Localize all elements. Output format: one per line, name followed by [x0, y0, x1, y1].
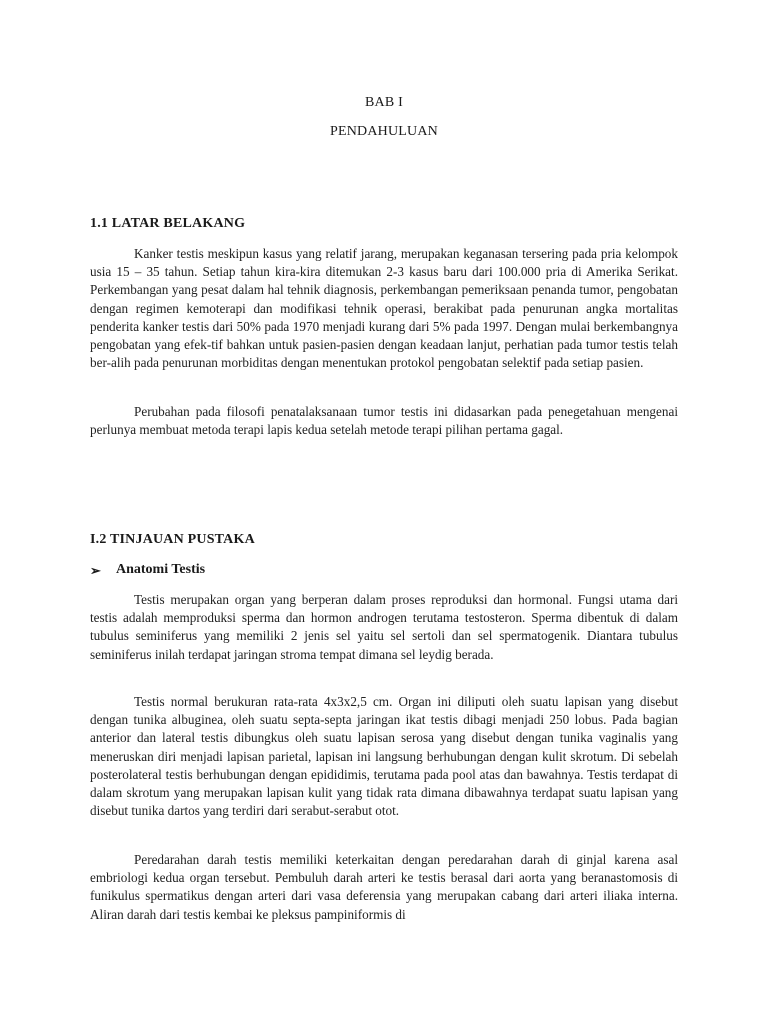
arrow-bullet-icon: ➢: [90, 562, 101, 578]
paragraph: Peredarahan darah testis memiliki keterkaitan dengan peredarahan darah di ginjal karena asal embriologi kedua organ tersebut. Pembuluh darah arteri ke testis berasal dari aorta yang beranastomosis di funikulus spermatikus dengan arteri dari vasa deferensia yang merupakan cabang dari arteri iliaka interna. Aliran darah dari testis kembai ke pleksus pampiniformis di: [90, 852, 678, 922]
document-page: [90, 0, 678, 1024]
section-heading-latar-belakang: 1.1 LATAR BELAKANG: [90, 216, 246, 231]
section-heading-tinjauan-pustaka: I.2 TINJAUAN PUSTAKA: [90, 532, 255, 547]
sub-heading-anatomi-testis: [90, 562, 205, 578]
paragraph: Kanker testis meskipun kasus yang relatif jarang, merupakan keganasan tersering pada pria kelompok usia 15 – 35 tahun. Setiap tahun kira-kira ditemukan 2-3 kasus baru dari 100.000 pria di Amerika Serikat. Perkembangan yang pesat dalam hal tehnik diagnosis, perkembangan pemeriksaan penanda tumor, pengobatan dengan regimen kemoterapi dan modifikasi tehnik operasi, berakibat pada penurunan angka mortalitas penderita kanker testis dari 50% pada 1970 menjadi kurang dari 5% pada 1997. Dengan mulai berkembangnya pengobatan yang efek-tif bahkan untuk pasien-pasien dengan keadaan lanjut, perhatian pada tumor testis telah ber-alih pada penurunan morbiditas dengan menentukan protokol pengobatan selektif pada setiap pasien.: [90, 246, 678, 371]
paragraph: Testis normal berukuran rata-rata 4x3x2,5 cm. Organ ini diliputi oleh suatu lapisan yang disebut dengan tunika albuginea, oleh suatu septa-septa jaringan ikat testis dibagi menjadi 250 lobus. Pada bagian anterior dan lateral testis dibungkus oleh suatu lapisan serosa yang disebut dengan tunika vaginalis yang meneruskan diri menjadi lapisan parietal, lapisan ini langsung berhubungan dengan kulit skrotum. Di sebelah posterolateral testis berhubungan dengan epididimis, terutama pada pool atas dan bawahnya. Testis terdapat di dalam skrotum yang merupakan lapisan kulit yang tidak rata dimana dibawahnya terdapat suatu lapisan yang disebut tunika dartos yang terdiri dari serabut-serabut otot.: [90, 694, 678, 819]
sub-heading-label: Anatomi Testis: [116, 562, 206, 577]
paragraph: Perubahan pada filosofi penatalaksanaan tumor testis ini didasarkan pada penegetahuan mengenai perlunya membuat metoda terapi lapis kedua setelah metode terapi pilihan pertama gagal.: [90, 404, 678, 438]
chapter-title: PENDAHULUAN: [330, 124, 438, 139]
paragraph: Testis merupakan organ yang berperan dalam proses reproduksi dan hormonal. Fungsi utama dari testis adalah memproduksi sperma dan hormon androgen terutama testosteron. Sperma dibentuk di dalam tubulus seminiferus yang memiliki 2 jenis sel yaitu sel sertoli dan sel spermatogenik. Diantara tubulus seminiferus inilah terdapat jaringan stroma tempat dimana sel leydig berada.: [90, 592, 678, 662]
chapter-number: BAB I: [365, 95, 403, 110]
